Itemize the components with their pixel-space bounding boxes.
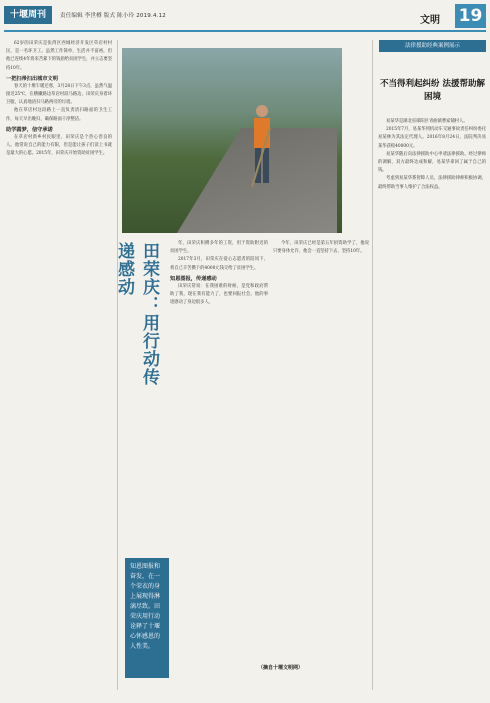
paragraph: 春天的十堰乍暖还寒，3月28日下午3点，虽然气温接近25℃，在横撇路边草店村段马路边，田荣庆身着环卫服，认真地清扫马路两旁的垃圾。 <box>6 83 112 106</box>
street-sweeper-figure <box>247 103 277 188</box>
paragraph: 他在草店村这段路上一直负责清扫路面的卫生工作，每天早出晚归，确保路面干净整洁。 <box>6 108 112 122</box>
column-divider <box>372 40 373 690</box>
article-photo <box>122 48 342 233</box>
paragraph: 2017年3月，田荣庆在爱心志愿者的陪同下，将自己辛苦攒下的4000元钱交给了贫困学生。 <box>170 257 268 271</box>
section-title: 文明 <box>420 15 440 26</box>
paragraph: 年，田荣庆积攒多年的工资，用于资助附近的贫困学生。 <box>170 241 268 255</box>
article-intro: 62岁的田荣庆是张湾区西城经济开发区草店村村民，是一名环卫工。虽然工作简单，生活并不富裕，但他已连续4年将来苦累下的钱捐给贫困学生，并立志要坚持10年。 <box>6 41 112 71</box>
paragraph: 在草店村新乡村民眼里，田荣庆是个热心善良的人。他常说自己的能力有限，但是能让孩子们读上书就是最大的心愿。2015年，田荣庆开始资助贫困学生。 <box>6 134 112 157</box>
article-column-right <box>378 118 486 688</box>
subheading: 助学圆梦，信守承诺 <box>6 126 53 133</box>
paragraph: 今年，田荣庆已经是第五年捐资助学了，他说只要身体允许，他会一直坚持下去，坚持10年。 <box>273 241 369 255</box>
page-number: 19 <box>455 4 486 28</box>
paragraph: 田荣庆常说：在我困难的时候，是党和政府帮助了我，现在我有能力了，也要回报社会。他的事迹感动了身边很多人。 <box>170 283 268 306</box>
subheading: 知恩图报，传递感动 <box>170 275 217 282</box>
paragraph: 易某华随后向法律援助中心申请法律援助。经过律师的调解，双方最终达成和解，易某华拿回了属于自己的钱。 <box>378 151 486 174</box>
right-article-title: 不当得利起纠纷 法援帮助解困境 <box>380 79 485 102</box>
paragraph: 2015年7月，易某华到机动车交通事故责任纠纷委托易某林为其法定代理人。2016年8月24日，法院判决易某华获赔40000元。 <box>378 127 486 149</box>
paragraph: 易某华是湖北省郧阳区青曲镇曹家铺村人。 <box>386 119 468 124</box>
paragraph: 考虑到易某华系智障人员，法律援助律师积极协调，最终帮助当事人维护了合法权益。 <box>378 176 486 190</box>
header-rule <box>4 30 486 32</box>
editor-credits: 责任编辑 李世樽 版式 陈小玲 2019.4.12 <box>60 13 166 19</box>
source-caption: （摘自十堰文明网） <box>258 665 304 671</box>
article-column-mid1 <box>170 240 268 660</box>
subheading: 一把扫帚扫出城市文明 <box>6 75 58 82</box>
article-column-mid2 <box>273 240 369 660</box>
newspaper-brand: 十堰周刊 <box>4 6 52 24</box>
article-lead: 知恩图报和奋发，在一个荣衣的身上展现得淋漓尽致。田荣庆用行动诠释了十堰心怀感恩的人性美。 <box>125 558 169 678</box>
article-title: 田荣庆：用行动传递感动 <box>114 242 159 386</box>
right-section-label: 法律援助经典案例展示 <box>379 40 486 52</box>
article-column-left <box>6 40 112 685</box>
page-header <box>0 0 490 32</box>
